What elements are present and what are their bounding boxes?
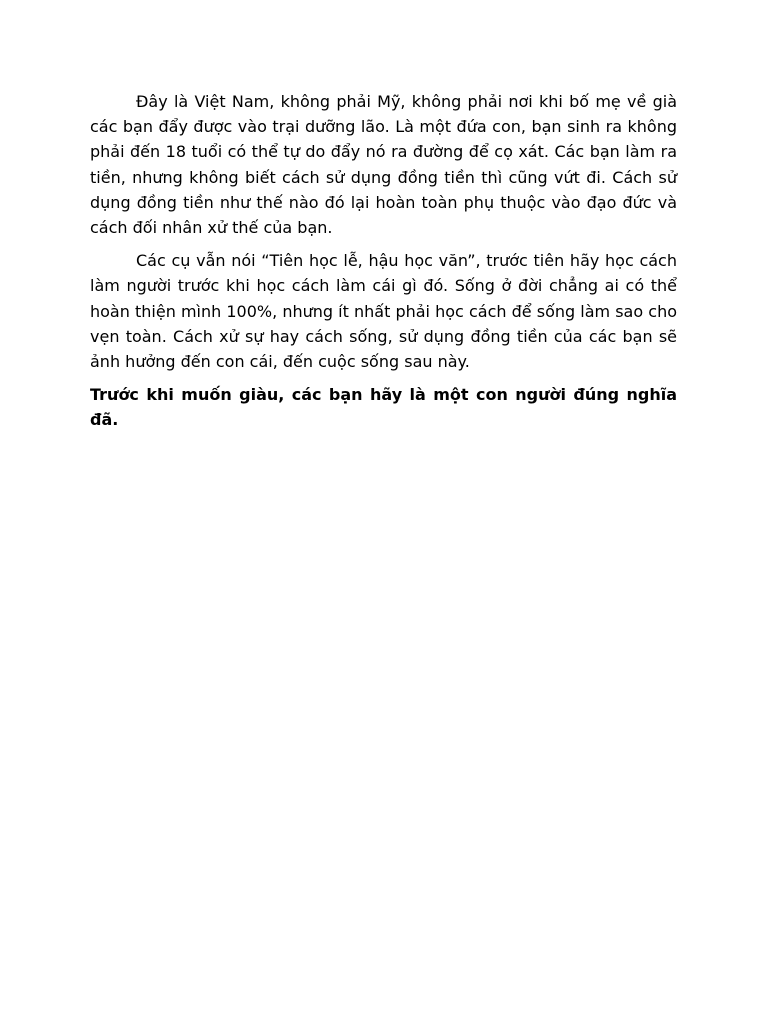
document-body — [90, 89, 677, 441]
paragraph-2: Các cụ vẫn nói “Tiên học lễ, hậu học văn”, trước tiên hãy học cách làm người trước khi học cách làm cái gì đó. Sống ở đời chẳng ai có thể hoàn thiện mình 100%, nhưng ít nhất phải học cách để sống làm sao cho vẹn toàn. Cách xử sự hay cách sống, sử dụng đồng tiền của các bạn sẽ ảnh hưởng đến con cái, đến cuộc sống sau này. — [90, 251, 677, 372]
paragraph-1: Đây là Việt Nam, không phải Mỹ, không phải nơi khi bố mẹ về già các bạn đẩy được vào trại dưỡng lão. Là một đứa con, bạn sinh ra không phải đến 18 tuổi có thể tự do đẩy nó ra đường để cọ xát. Các bạn làm ra tiền, nhưng không biết cách sử dụng đồng tiền thì cũng vứt đi. Cách sử dụng đồng tiền như thế nào đó lại hoàn toàn phụ thuộc vào đạo đức và cách đối nhân xử thế của bạn. — [90, 92, 677, 238]
conclusion-paragraph: Trước khi muốn giàu, các bạn hãy là một con người đúng nghĩa đã. — [90, 385, 677, 430]
